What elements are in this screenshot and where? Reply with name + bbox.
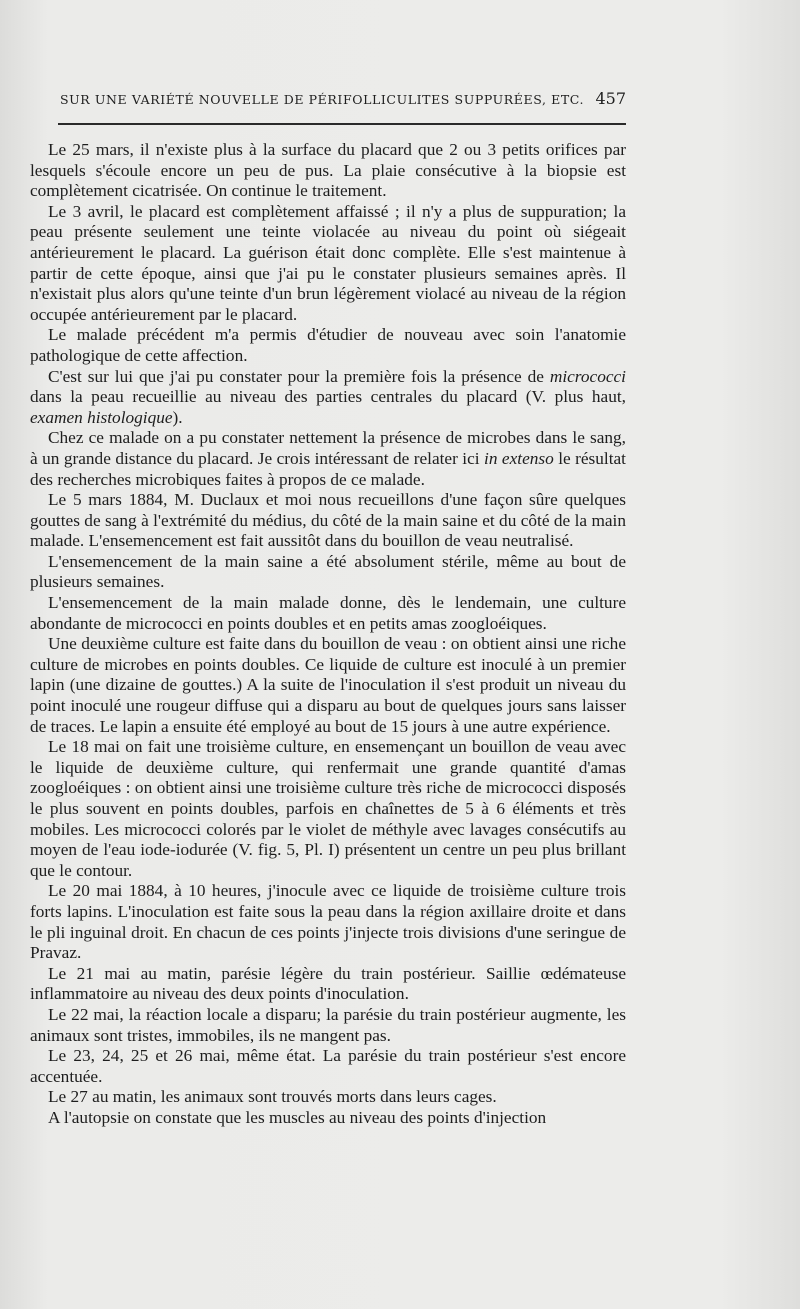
paragraph: L'ensemencement de la main malade donne, dès le lendemain, une culture abondante de micrococci en points doubles et en petits amas zoogloéiques.	[30, 593, 626, 633]
paragraph: Le 20 mai 1884, à 10 heures, j'inocule avec ce liquide de troisième culture trois forts lapins. L'inoculation est faite sous la peau dans la région axillaire droite et dans le pli inguinal droit. En chacun de ces points j'injecte trois divisions d'une seringue de Pravaz.	[30, 881, 626, 963]
body-text	[30, 140, 626, 1129]
paragraph: Le 23, 24, 25 et 26 mai, même état. La parésie du train postérieur s'est encore accentuée.	[30, 1046, 626, 1086]
text-run: le résultat des recherches microbiques faites à propos de ce malade.	[30, 448, 626, 489]
text-run: C'est sur lui que j'ai pu constater pour la première fois la présence de	[48, 366, 550, 386]
paragraph: Le 21 mai au matin, parésie légère du train postérieur. Saillie œdémateuse inflammatoire au niveau des deux points d'inoculation.	[30, 963, 626, 1004]
italic-term: in extenso	[484, 448, 554, 468]
paragraph: L'ensemencement de la main saine a été absolument stérile, même au bout de plusieurs semaines.	[30, 551, 626, 592]
paragraph: Le 3 avril, le placard est complètement affaissé ; il n'y a plus de suppuration; la peau présente seulement une teinte violacée au niveau du point où siégeait antérieurement le placard. La guérison était donc complète. Elle s'est maintenue à partir de cette époque, ainsi que j'ai pu le constater plusieurs semaines après. Il n'existait plus alors qu'une teinte d'un brun légèrement violacé au niveau de la région occupée antérieurement par le placard.	[30, 201, 626, 324]
italic-term: examen histologique	[30, 407, 173, 427]
header-rule	[58, 123, 626, 125]
paragraph: Le 18 mai on fait une troisième culture, en ensemençant un bouillon de veau avec le liquide de deuxième culture, qui renfermait une grande quantité d'amas zoogloéiques : on obtient ainsi une troisième culture très riche de micrococci disposés le plus souvent en points doubles, parfois en chaînettes de 5 à 6 éléments et très mobiles. Les micrococci colorés par le violet de méthyle avec lavages consécutifs au moyen de l'eau iode-iodurée (V. fig. 5, Pl. I) présentent un centre un peu plus brillant que le contour.	[30, 737, 626, 880]
paragraph: Le 5 mars 1884, M. Duclaux et moi nous recueillons d'une façon sûre quelques gouttes de sang à l'extrémité du médius, du côté de la main saine et du côté de la main malade. L'ensemencement est fait aussitôt dans du bouillon de veau neutralisé.	[30, 490, 626, 551]
page-number: 457	[595, 89, 626, 108]
paragraph: Le malade précédent m'a permis d'étudier de nouveau avec soin l'anatomie pathologique de cette affection.	[30, 325, 626, 365]
paragraph: Une deuxième culture est faite dans du bouillon de veau : on obtient ainsi une riche culture de microbes en points doubles. Ce liquide de culture est inoculé à un premier lapin (une dizaine de gouttes.) A la suite de l'inoculation il s'est produit un niveau du point inoculé une rougeur diffuse qui a disparu au bout de quelques jours sans laisser de traces. Le lapin a ensuite été employé au bout de 15 jours à une autre expérience.	[30, 634, 626, 736]
paragraph: Le 25 mars, il n'existe plus à la surface du placard que 2 ou 3 petits orifices par lesquels s'écoule encore un peu de pus. La plaie consécutive à la biopsie est complètement cicatrisée. On continue le traitement.	[30, 140, 626, 201]
paragraph	[30, 367, 626, 429]
italic-term: micrococci	[549, 366, 626, 386]
text-run: dans la peau recueillie au niveau des parties centrales du placard (V. plus haut,	[30, 387, 626, 407]
running-title: SUR UNE VARIÉTÉ NOUVELLE DE PÉRIFOLLICULITES SUPPURÉES, ETC.	[60, 92, 585, 107]
paragraph: Le 27 au matin, les animaux sont trouvés morts dans leurs cages.	[48, 1087, 497, 1107]
paragraph: Le 22 mai, la réaction locale a disparu; la parésie du train postérieur augmente, les animaux sont tristes, immobiles, ils ne mangent pas.	[30, 1004, 626, 1045]
paragraph	[30, 428, 626, 490]
text-run: Chez ce malade on a pu constater nettement la présence de microbes dans le sang, à un grande distance du placard. Je crois intéressant de relater ici	[30, 428, 626, 468]
text-run: ).	[172, 407, 183, 427]
running-header	[60, 89, 626, 108]
paragraph: A l'autopsie on constate que les muscles au niveau des points d'injection	[48, 1107, 547, 1127]
